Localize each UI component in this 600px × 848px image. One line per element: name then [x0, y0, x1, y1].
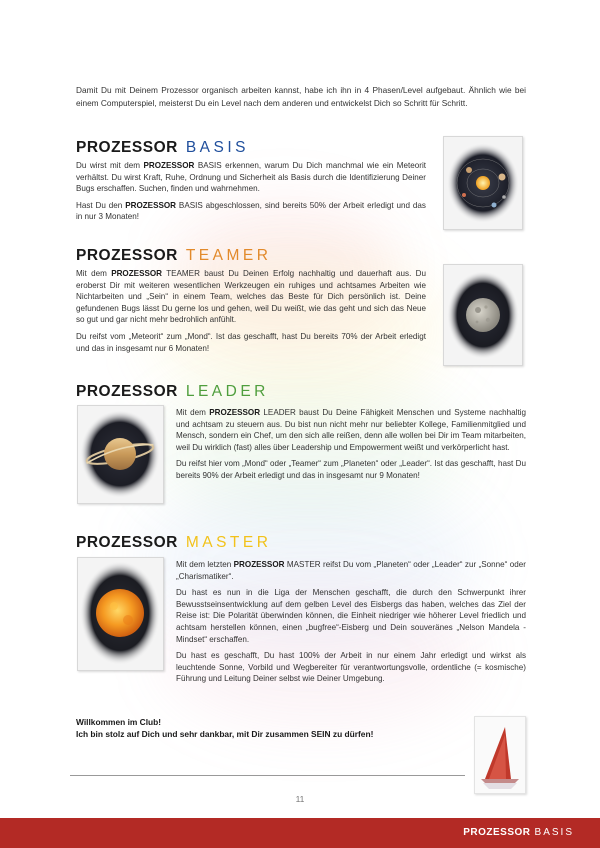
section-body-leader	[176, 407, 526, 487]
section-body-master	[176, 559, 526, 690]
paragraph: Hast Du den PROZESSOR BASIS abgeschlossen, sind bereits 50% der Arbeit erledigt und das in nur 3 Monaten!	[76, 200, 426, 222]
section-heading-teamer	[76, 247, 271, 265]
footer-bar	[0, 818, 600, 848]
paragraph: Du hast es geschafft, Du hast 100% der Arbeit in nur einem Jahr erledigt und wirkst als leuchtende Sonne, Vorbild und Wegbereiter für verantwortungsvolle, ordentliche (= kosmische) Führung und Leitung Deiner selbst wie Deiner Umgebung.	[176, 651, 526, 684]
page-number: 11	[295, 794, 305, 804]
intro-text: Damit Du mit Deinem Prozessor organisch arbeiten kannst, habe ich ihn in 4 Phasen/Level aufgebaut. Ähnlich wie bei einem Computerspiel, meisterst Du ein Level nach dem anderen und entwickelst Dich so Schritt für Schritt.	[76, 85, 526, 108]
section-heading-leader	[76, 383, 269, 401]
closing-line-1: Willkommen im Club!	[76, 717, 162, 727]
footer-divider	[70, 775, 465, 776]
section-level-basis: BASIS	[185, 139, 249, 156]
sun-icon	[77, 557, 164, 671]
paragraph: Du reifst hier vom „Mond“ oder „Teamer“ zum „Planeten“ oder „Leader“. Ist das geschafft, hast Du bereits 90% der Arbeit erledigt und das in insgesamt nur 9 Monaten!	[176, 459, 526, 480]
section-body-basis	[76, 160, 426, 228]
section-title: PROZESSOR	[76, 139, 178, 156]
section-level-master: MASTER	[185, 534, 272, 551]
solar-system-icon	[443, 136, 523, 230]
paragraph: Mit dem PROZESSOR LEADER baust Du Deine Fähigkeit Menschen und Systeme nachhaltig und achtsam zu steuern aus. Du bist nun nicht mehr nur beliebter Kollege, Familienmitglied und Mensch, sondern ein Chef, um den sich alle reißen, denn alle wollen bei Dir im Team mitarbeiten, weil Du wirklich (fast) alles über Leadership und Empowerment weißt und verkörperlicht hast.	[176, 408, 526, 452]
paragraph: Du wirst mit dem PROZESSOR BASIS erkennen, warum Du Dich manchmal wie ein Meteorit verhältst. Du wirst Kraft, Ruhe, Ordnung und Sicherheit als Basis durch die Identifizierung Deiner Bugs erschaffen. Suchen, finden und wahrnehmen.	[76, 161, 427, 194]
section-level-teamer: TEAMER	[185, 247, 272, 264]
planet-icon	[77, 405, 164, 504]
section-title: PROZESSOR	[76, 383, 178, 400]
section-level-leader: LEADER	[185, 383, 269, 400]
iceberg-sail-icon	[474, 716, 526, 794]
section-title: PROZESSOR	[76, 534, 178, 551]
section-heading-basis	[76, 139, 249, 157]
closing-text	[76, 716, 373, 740]
paragraph: Mit dem letzten PROZESSOR MASTER reifst Du vom „Planeten“ oder „Leader“ zur „Sonne“ oder „Charismatiker“.	[176, 560, 526, 581]
footer-title	[463, 827, 574, 838]
paragraph: Mit dem PROZESSOR TEAMER baust Du Deinen Erfolg nachhaltig und dauerhaft aus. Du eroberst Dir mit weiteren wesentlichen Werkzeugen ein ruhiges und achtsames Arbeiten wie Nichtarbeiten und „Sein“ in einem Team, welches das Beste für Dich persönlich ist. Deine gefundenen Bugs lässt Du gerne los und gehen, weil Du weißt, wie das geht und sich das Neue so gut und gar nicht mehr bedrohlich anfühlt.	[76, 269, 426, 325]
section-body-teamer	[76, 268, 426, 359]
footer-title-bold: PROZESSOR	[463, 827, 531, 838]
moon-icon	[443, 264, 523, 366]
footer-title-light: BASIS	[534, 827, 574, 838]
paragraph: Du hast es nun in die Liga der Menschen geschafft, die durch den Schwerpunkt ihrer Bewusstseinsentwicklung auf dem gelben Level des Eisbergs das haben, welches das Ziel der Reise ist: Die Polarität überwinden können, die Einheit niedriger wie höherer Level friedlich und achtsam herstellen können, einen „bugfree“-Eisberg und Dein souveränes „Nelson Mandela - Mindset“ erschaffen.	[176, 588, 526, 644]
paragraph: Du reifst vom „Meteorit“ zum „Mond“. Ist das geschafft, hast Du bereits 70% der Arbeit erledigt und das in insgesamt nur 6 Monaten!	[76, 331, 426, 353]
closing-line-2: Ich bin stolz auf Dich und sehr dankbar, mit Dir zusammen SEIN zu dürfen!	[76, 729, 374, 739]
section-title: PROZESSOR	[76, 247, 178, 264]
section-heading-master	[76, 534, 271, 552]
